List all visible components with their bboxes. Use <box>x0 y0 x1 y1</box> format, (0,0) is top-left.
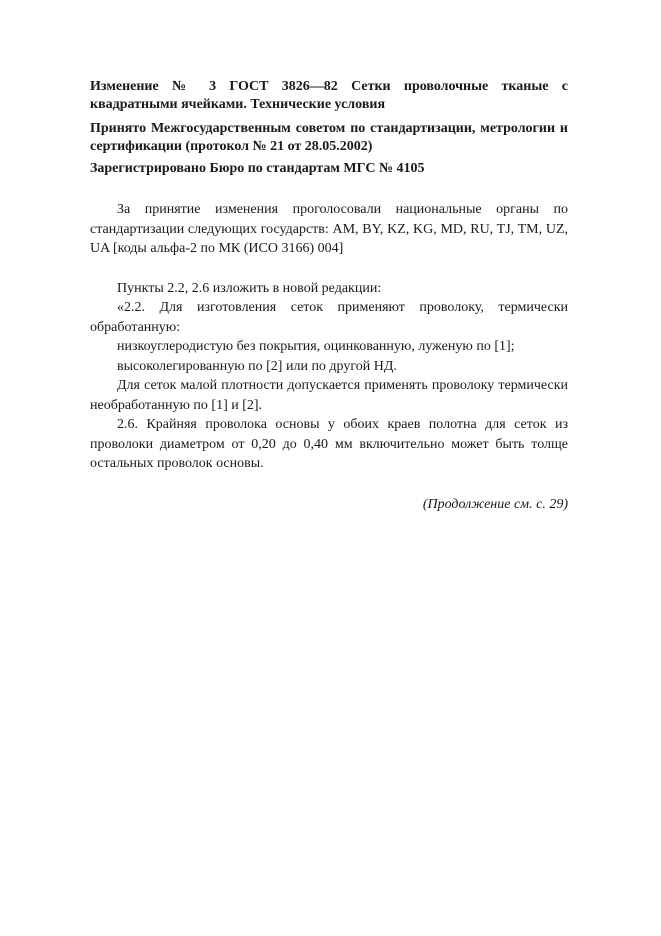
amendment-title: Изменение № 3 ГОСТ 3826—82 Сетки проволочные тканые с квадратными ячейками. Технические условия <box>90 79 568 112</box>
registration-note: Зарегистрировано Бюро по стандартам МГС № 4105 <box>90 161 425 176</box>
voting-paragraph: За принятие изменения проголосовали национальные органы по стандартизации следующих государств: AM, BY, KZ, KG, MD, RU, TJ, TM, UZ, UA [коды альфа-2 по МК (ИСО 3166) 004] <box>90 202 568 256</box>
amendment-body <box>90 279 568 474</box>
continuation-note: (Продолжение см. с. 29) <box>422 496 568 512</box>
adoption-note: Принято Межгосударственным советом по стандартизации, метрологии и сертификации (протокол № 21 от 28.05.2002) <box>90 121 568 154</box>
document-content <box>90 78 568 528</box>
low-density-note: Для сеток малой плотности допускается применять проволоку термически необработанную по [1] и [2]. <box>90 378 568 413</box>
intro-line: Пункты 2.2, 2.6 изложить в новой редакции: <box>117 280 382 296</box>
clause-2-6: 2.6. Крайняя проволока основы у обоих краев полотна для сеток из проволоки диаметром от 0,20 до 0,40 мм включительно может быть толще остальных проволок основы. <box>90 417 568 471</box>
wire-item-1: низкоуглеродистую без покрытия, оцинкованную, луженую по [1]; <box>117 339 515 354</box>
wire-item-2: высоколегированную по [2] или по другой НД. <box>117 358 397 374</box>
clause-2-2: «2.2. Для изготовления сеток применяют проволоку, термически обработанную: <box>90 300 568 335</box>
